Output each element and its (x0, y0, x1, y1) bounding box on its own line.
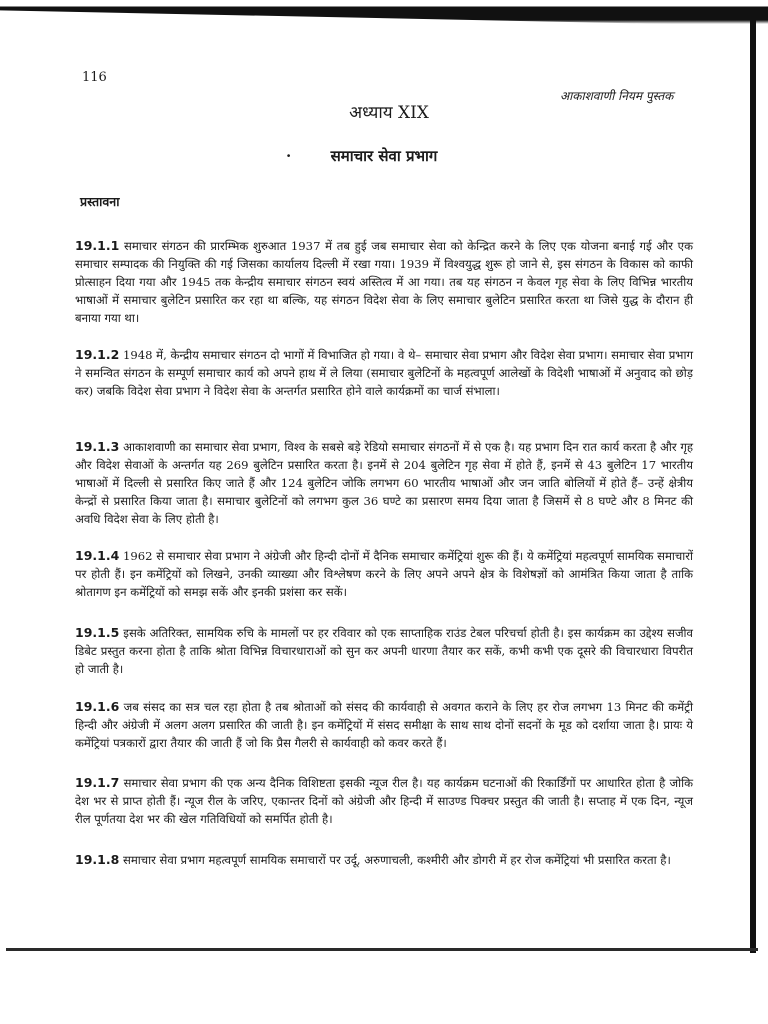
paragraph-number: 19.1.5 (75, 625, 120, 640)
paragraph-text: जब संसद का सत्र चल रहा होता है तब श्रोताओं को संसद की कार्यवाही से अवगत कराने के लिए हर रोज लगभग 13 मिनट की कमेंट्री हिन्दी और अंग्रेजी में अलग अलग प्रसारित की जाती है। इन कमेंट्रियों में संसद समीक्षा के साथ साथ दोनों सदनों के मूड को दर्शाया जाता है। प्रायः ये कमेंट्रियां पत्रकारों द्वारा तैयार की जाती हैं जो कि प्रैस गैलरी से कार्यवाही को कवर करते हैं। (75, 700, 694, 750)
paragraph-19-1-2 (75, 346, 693, 400)
paragraph-number: 19.1.2 (75, 347, 120, 362)
paragraph-19-1-5 (75, 624, 693, 678)
paragraph-19-1-4 (75, 547, 693, 601)
paragraph-text: समाचार सेवा प्रभाग की एक अन्य दैनिक विशिष्टता इसकी न्यूज रील है। यह कार्यक्रम घटनाओं की रिकार्डिंगों पर आधारित होता है जोकि देश भर से प्राप्त होती हैं। न्यूज रील के जरिए, एकान्तर दिनों को अंग्रेजी और हिन्दी में साउण्ड पिक्चर प्रस्तुत की जाती है। सप्ताह में एक दिन, न्यूज रील पूर्णतया देश भर की खेल गतिविधियों को समर्पित होती है। (75, 776, 693, 826)
paragraph-19-1-1 (75, 237, 693, 327)
bullet-mark: · (286, 147, 292, 165)
paragraph-text: 1962 से समाचार सेवा प्रभाग ने अंग्रेजी और हिन्दी दोनों में दैनिक समाचार कमेंट्रियां शुरू की हैं। ये कमेंट्रियां महत्वपूर्ण सामयिक समाचारों पर होती हैं। इन कमेंट्रियों को लिखने, उनकी व्याख्या और विश्लेषण करने के लिए अपने अपने क्षेत्र के विशेषज्ञों को आमंत्रित किया जाता है ताकि श्रोतागण इन कमेंट्रियों को समझ सकें और इनकी प्रशंसा कर सकें। (75, 549, 693, 599)
page-number: 116 (82, 70, 107, 85)
paragraph-19-1-3 (75, 438, 693, 528)
paragraph-number: 19.1.8 (75, 852, 120, 867)
paragraph-19-1-6 (75, 698, 693, 752)
paragraph-19-1-7 (75, 774, 693, 828)
subheading: प्रस्तावना (80, 194, 120, 209)
paragraph-number: 19.1.6 (75, 699, 120, 714)
paragraph-number: 19.1.3 (75, 439, 120, 454)
paragraph-number: 19.1.1 (75, 238, 120, 253)
paragraph-19-1-8 (75, 851, 693, 869)
paragraph-text: समाचार सेवा प्रभाग महत्वपूर्ण सामयिक समाचारों पर उर्दू, अरुणाचली, कश्मीरी और डोगरी में हर रोज कमेंट्रियां भी प्रसारित करता है। (122, 853, 671, 867)
paragraph-text: इसके अतिरिक्त, सामयिक रुचि के मामलों पर हर रविवार को एक साप्ताहिक राउंड टेबल परिचर्चा होती है। इस कार्यक्रम का उद्देश्य सजीव डिबेट प्रस्तुत करना होता है ताकि श्रोता विभिन्न विचारधाराओं को सुन कर अपनी धारणा तैयार कर सकें, कभी कभी एक दूसरे की विचारधारा विपरीत हो जाती है। (75, 626, 693, 676)
chapter-title: अध्याय XIX (349, 103, 429, 123)
paragraph-number: 19.1.4 (75, 548, 120, 563)
running-header: आकाशवाणी नियम पुस्तक (560, 89, 674, 103)
scan-top-edge (0, 0, 768, 26)
paragraph-text: समाचार संगठन की प्रारम्भिक शुरुआत 1937 में तब हुई जब समाचार सेवा को केन्द्रित करने के लिए एक योजना बनाई गई और एक समाचार सम्पादक की नियुक्ति की गई जिसका कार्यालय दिल्ली में रखा गया। 1939 में विश्वयुद्ध शुरू हो जाने से, इस संगठन के विकास को काफी प्रोत्साहन दिया गया और 1945 तक केन्द्रीय समाचार संगठन स्वयं अस्तित्व में आ गया। तब यह संगठन न केवल गृह सेवा के लिए विभिन्न भारतीय भाषाओं में समाचार बुलेटिन प्रसारित कर रहा था बल्कि, यह संगठन विदेश सेवा के लिए समाचार बुलेटिन प्रसारित करता था जिसे युद्ध के दौरान ही बनाया गया था। (75, 239, 693, 325)
scan-bottom-edge (6, 948, 758, 951)
paragraph-number: 19.1.7 (75, 775, 120, 790)
section-title: समाचार सेवा प्रभाग (330, 147, 438, 165)
paragraph-text: आकाशवाणी का समाचार सेवा प्रभाग, विश्व के सबसे बड़े रेडियो समाचार संगठनों में से एक है। यह प्रभाग दिन रात कार्य करता है और गृह और विदेश सेवाओं के अन्तर्गत यह 269 बुलेटिन प्रसारित करता है। इनमें से 204 बुलेटिन गृह सेवा में होते हैं, इनमें से 43 बुलेटिन 17 भारतीय भाषाओं में दिल्ली से प्रसारित किए जाते हैं और 124 बुलेटिन जोकि लगभग 60 भारतीय भाषाओं और जन जाति बोलियों में होते हैं– उन्हें क्षेत्रीय केन्द्रों से प्रसारित किया जाता है। समाचार बुलेटिनों को लगभग कुल 36 घण्टे का प्रसारण समय दिया जाता है जिसमें से 8 घण्टे और 8 मिनट की अवधि विदेश सेवा के लिए होती है। (75, 440, 694, 526)
paragraph-text: 1948 में, केन्द्रीय समाचार संगठन दो भागों में विभाजित हो गया। वे थे– समाचार सेवा प्रभाग और विदेश सेवा प्रभाग। समाचार सेवा प्रभाग ने समन्वित संगठन के सम्पूर्ण समाचार कार्य को अपने हाथ में ले लिया (समाचार बुलेटिनों के महत्वपूर्ण आलेखों के विदेशी भाषाओं में अनुवाद को छोड़ कर) जबकि विदेश सेवा प्रभाग ने विदेश सेवा के अन्तर्गत प्रसारित होने वाले कार्यक्रमों का चार्ज संभाला। (75, 348, 693, 398)
